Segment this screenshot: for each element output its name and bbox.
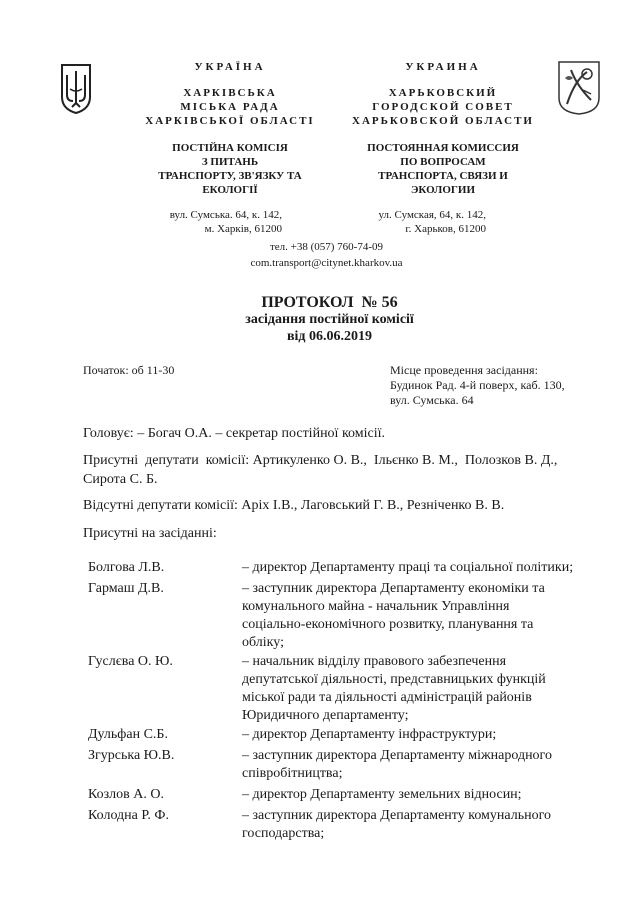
attendee-role: – директор Департаменту земельних відносин; bbox=[242, 787, 522, 802]
attendee-role: – заступник директора Департаменту комунального господарства; bbox=[242, 808, 551, 841]
header-left bbox=[110, 61, 350, 197]
attendee-name: Гармаш Д.В. bbox=[88, 581, 164, 596]
meeting-start: Початок: об 11-30 bbox=[83, 363, 175, 377]
attendee-role: – директор Департаменту праці та соціальної політики; bbox=[242, 560, 574, 575]
attendee-role: – заступник директора Департаменту економіки та комунального майна - начальник Управління соціально-економічного розвитку, планування та обліку; bbox=[242, 581, 545, 650]
kharkiv-city-coat-of-arms-icon bbox=[557, 60, 601, 116]
protocol-date: від 06.06.2019 bbox=[286, 329, 373, 344]
attendee-name: Болгова Л.В. bbox=[88, 560, 165, 575]
attendee-name: Козлов А. О. bbox=[88, 787, 164, 802]
attendee-name: Гуслєва О. Ю. bbox=[88, 654, 173, 669]
attendee-name: Згурська Ю.В. bbox=[88, 748, 175, 763]
attendee-role: – директор Департаменту інфраструктури; bbox=[242, 727, 497, 742]
commission-name: ПОСТІЙНА КОМІСІЯ З ПИТАНЬ ТРАНСПОРТУ, ЗВ'ЯЗКУ ТА ЕКОЛОГІЇ bbox=[158, 142, 302, 196]
council-name: ХАРЬКОВСКИЙ ГОРОДСКОЙ СОВЕТ ХАРЬКОВСКОЙ ОБЛАСТИ bbox=[352, 87, 534, 127]
council-name: ХАРКІВСЬКА МІСЬКА РАДА ХАРКІВСЬКОЇ ОБЛАСТІ bbox=[145, 87, 315, 127]
commission-name: ПОСТОЯННАЯ КОМИССИЯ ПО ВОПРОСАМ ТРАНСПОРТА, СВЯЗИ И ЭКОЛОГИИ bbox=[367, 142, 519, 196]
address-left: вул. Сумська. 64, к. 142, м. Харків, 61200 bbox=[169, 209, 282, 235]
attendees-heading: Присутні на засіданні: bbox=[83, 526, 217, 541]
phone: тел. +38 (057) 760-74-09 bbox=[269, 241, 384, 253]
trident-coat-of-arms-icon bbox=[60, 63, 92, 115]
attendee-role: – начальник відділу правового забезпечення депутатської діяльності, представницьких функцій міської ради та діяльності адміністрацій районів Юридичного департаменту; bbox=[242, 654, 546, 723]
meeting-place: Місце проведення засідання: Будинок Рад. 4-й поверх, каб. 130, вул. Сумська. 64 bbox=[390, 363, 565, 407]
attendee-name: Колодна Р. Ф. bbox=[88, 808, 169, 823]
country-name: УКРАЇНА bbox=[194, 61, 266, 73]
chair-line: Головує: – Богач О.А. – секретар постійної комісії. bbox=[83, 426, 386, 441]
address-right: ул. Сумская, 64, к. 142, г. Харьков, 61200 bbox=[378, 209, 486, 235]
attendee-name: Дульфан С.Б. bbox=[88, 727, 168, 742]
country-name: УКРАИНА bbox=[405, 61, 481, 73]
header-right bbox=[330, 61, 556, 197]
attendee-role: – заступник директора Департаменту міжнародного співробітництва; bbox=[242, 748, 552, 781]
absent-members: Відсутні депутати комісії: Аріх І.В., Лаговський Г. В., Резніченко В. В. bbox=[83, 498, 505, 513]
email: com.transport@citynet.kharkov.ua bbox=[250, 257, 403, 269]
protocol-title: ПРОТОКОЛ № 56 bbox=[261, 294, 398, 311]
present-members: Присутні депутати комісії: Артикуленко О. В., Ільєнко В. М., Полозков В. Д., Сирота С. Б. bbox=[83, 453, 558, 487]
protocol-subtitle: засідання постійної комісії bbox=[245, 312, 414, 327]
